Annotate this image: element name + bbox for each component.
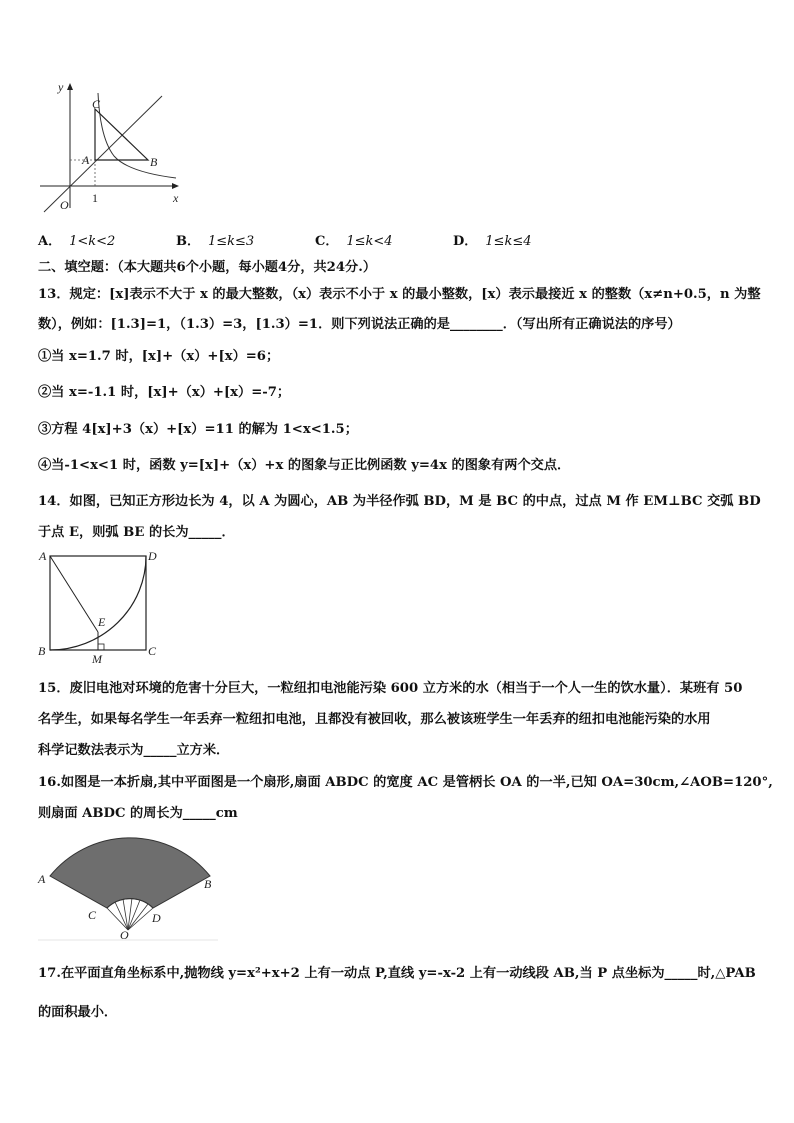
segment-ae bbox=[50, 556, 98, 632]
label-y: y bbox=[58, 80, 64, 94]
label-origin: O bbox=[60, 198, 69, 212]
q13-line-1: 13．规定：[x]表示不大于 x 的最大整数，（x）表示不小于 x 的最小整数，[x）表示最接近 x 的整数（x≠n+0.5，n 为整 bbox=[38, 287, 761, 302]
label-b: B bbox=[204, 877, 212, 891]
q14-line-1: 14．如图，已知正方形边长为 4，以 A 为圆心，AB 为半径作弧 BD，M 是 BC 的中点，过点 M 作 EM⊥BC 交弧 BD bbox=[38, 494, 761, 509]
q13-item-4: ④当-1<x<1 时，函数 y=[x]+（x）+x 的图象与正比例函数 y=4x 的图象有两个交点． bbox=[38, 458, 571, 473]
option-key: B． bbox=[176, 234, 200, 249]
label-c: C bbox=[92, 97, 101, 111]
option-text: 1≤k<4 bbox=[346, 234, 393, 249]
option-key: C． bbox=[315, 234, 339, 249]
q16-fan-figure bbox=[36, 828, 222, 942]
option-text: 1≤k≤4 bbox=[485, 234, 532, 249]
q14-figure bbox=[36, 546, 166, 668]
q17-line-2: 的面积最小． bbox=[38, 1005, 118, 1020]
label-b: B bbox=[38, 644, 46, 658]
x-axis-arrow bbox=[172, 183, 179, 189]
label-a: A bbox=[38, 872, 46, 886]
option-text: 1<k<2 bbox=[69, 234, 116, 249]
label-o: O bbox=[120, 928, 129, 942]
y-axis-arrow bbox=[67, 83, 73, 90]
line-y-eq-x bbox=[44, 96, 162, 212]
q12-option-b bbox=[176, 230, 254, 249]
label-c: C bbox=[88, 908, 97, 922]
label-c: C bbox=[148, 644, 157, 658]
label-e: E bbox=[98, 615, 106, 629]
right-angle-mark bbox=[98, 644, 104, 650]
label-a: A bbox=[39, 549, 47, 563]
q13-line-2: 数），例如：[1.3]=1，（1.3）=3，[1.3）=1．则下列说法正确的是________．（写出所有正确说法的序号） bbox=[38, 317, 681, 332]
option-key: A． bbox=[38, 234, 62, 249]
fan-face bbox=[50, 838, 210, 908]
q16-line-1: 16.如图是一本折扇,其中平面图是一个扇形,扇面 ABDC 的宽度 AC 是管柄长 OA 的一半,已知 OA=30cm,∠AOB=120°, bbox=[38, 775, 773, 790]
label-d: D bbox=[148, 549, 157, 563]
q15-line-1: 15．废旧电池对环境的危害十分巨大，一粒纽扣电池能污染 600 立方米的水（相当于一个人一生的饮水量）．某班有 50 bbox=[38, 681, 743, 696]
label-x: x bbox=[173, 191, 179, 205]
q12-option-c bbox=[315, 230, 393, 249]
hyperbola-curve bbox=[98, 93, 176, 178]
q17-line-1: 17.在平面直角坐标系中,抛物线 y=x²+x+2 上有一动点 P,直线 y=-x-2 上有一动线段 AB,当 P 点坐标为_____时,△PAB bbox=[38, 966, 756, 981]
q15-line-2: 名学生，如果每名学生一年丢弃一粒纽扣电池，且都没有被回收，那么被该班学生一年丢弃的纽扣电池能污染的水用 bbox=[38, 712, 711, 727]
label-m: M bbox=[92, 652, 102, 666]
section-title: 二、填空题：（本大题共6个小题，每小题4分，共24分.） bbox=[38, 260, 377, 275]
q12-figure bbox=[36, 78, 186, 218]
q16-line-2: 则扇面 ABDC 的周长为_____cm bbox=[38, 806, 238, 821]
q12-option-d bbox=[453, 230, 532, 249]
label-a: A bbox=[82, 153, 90, 167]
q15-line-3: 科学记数法表示为_____立方米． bbox=[38, 743, 230, 758]
q13-item-2: ②当 x=-1.1 时，[x]+（x）+[x）=-7； bbox=[38, 385, 291, 400]
option-text: 1≤k≤3 bbox=[208, 234, 255, 249]
label-b: B bbox=[150, 155, 158, 169]
q13-item-3: ③方程 4[x]+3（x）+[x）=11 的解为 1<x<1.5； bbox=[38, 422, 358, 437]
triangle-abc bbox=[95, 109, 148, 160]
label-d: D bbox=[152, 911, 161, 925]
label-one: 1 bbox=[92, 191, 98, 205]
q14-line-2: 于点 E，则弧 BE 的长为_____． bbox=[38, 525, 235, 540]
q12-option-a bbox=[38, 230, 115, 249]
q13-item-1: ①当 x=1.7 时，[x]+（x）+[x）=6； bbox=[38, 349, 280, 364]
option-key: D． bbox=[453, 234, 478, 249]
rib-7 bbox=[128, 908, 153, 930]
